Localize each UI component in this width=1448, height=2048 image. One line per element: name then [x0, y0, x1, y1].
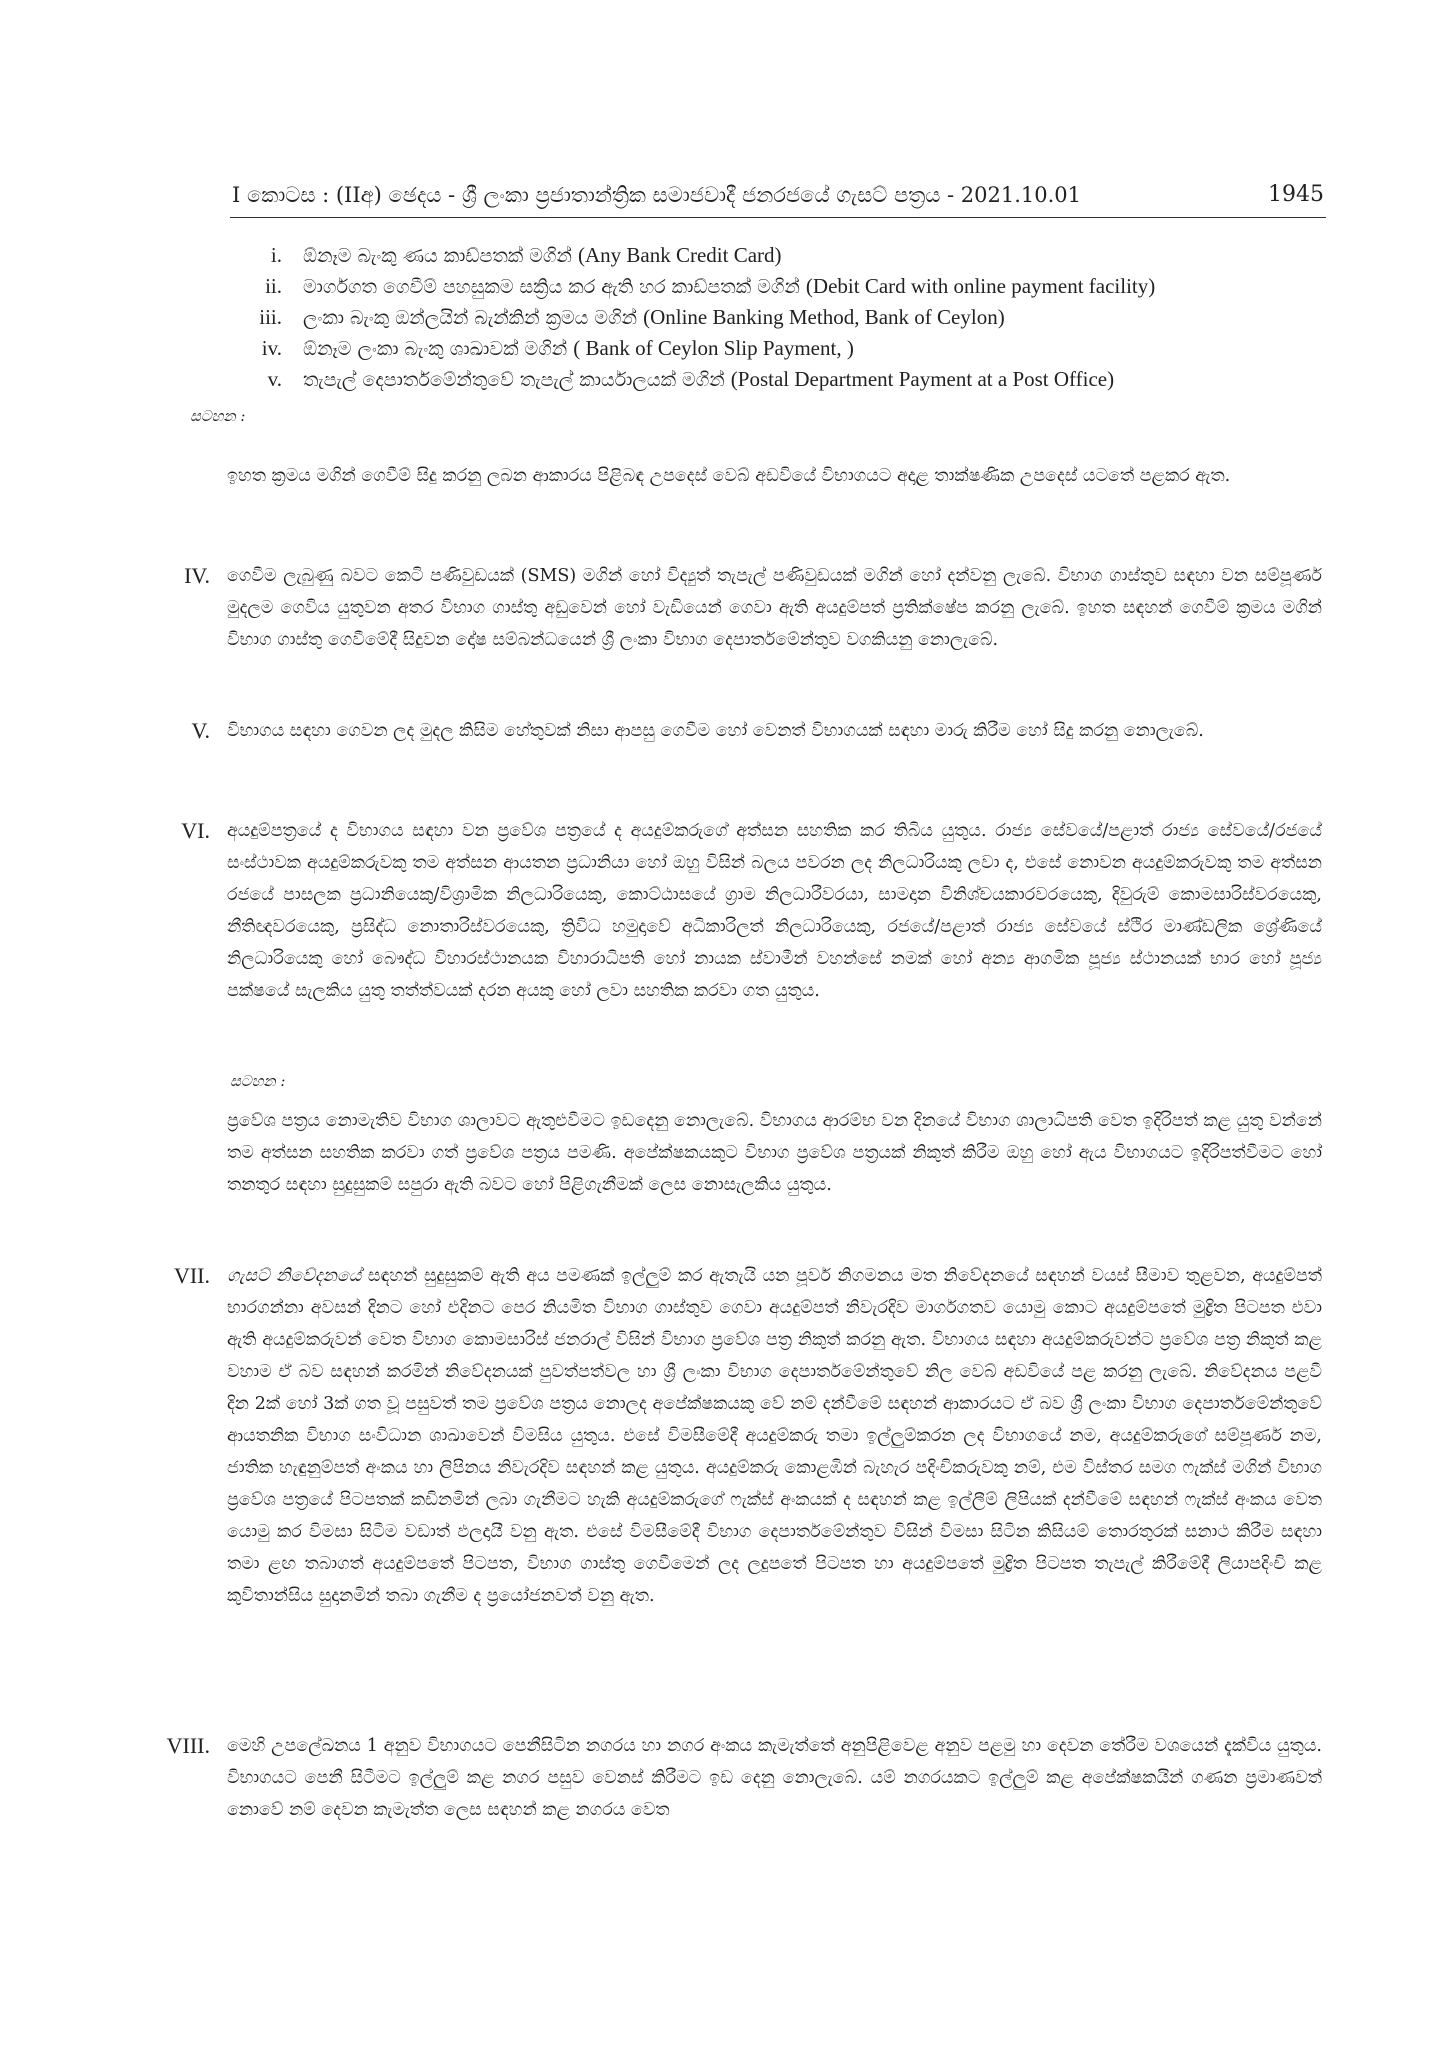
note-paragraph: ප්‍රවේශ පත්‍රය නොමැතිව විභාග ශාලාවට ඇතුළුවීමට ඉඩදෙනු නොලැබේ. විභාගය ආරම්භ වන දිනයේ විභාග ශාලාධිපති වෙත ඉදිරිපත් කළ යුතු වන්නේ තම අත්සන සහතික කරවා ගත් ප්‍රවේශ පත්‍රය පමණි. අපේක්ෂකයකුට විභාග ප්‍රවේශ පත්‍රයක් නිකුත් කිරීම ඔහු හෝ ඇය විභාගයට ඉදිරිපත්වීමට හෝ තනතුර සඳහා සුදුසුකම් සපුරා ඇති බවට හෝ පිළිගැනීමක් ලෙස නොසැලකිය යුතුය.	[227, 1111, 1322, 1195]
payment-method-list	[180, 240, 1320, 395]
list-number: i.	[270, 243, 282, 267]
section-number: VIII.	[166, 1733, 210, 1758]
header-title: I කොටස : (IIඅ) ඡෙදය - ශ්‍රී ලංකා ප්‍රජාතාන්ත්‍රික සමාජවාදී ජනරජයේ ගැසට් පත්‍රය - 2021.10.01	[232, 183, 1082, 207]
section-paragraph: විභාගය සඳහා ගෙවන ලද මුදල කිසිම හේතුවක් නිසා ආපසු ගෙවීම හෝ වෙනත් විභාගයක් සඳහා මාරු කිරීම හෝ සිදු කරනු නොලැබේ.	[227, 721, 1204, 741]
page-number: 1945	[1268, 182, 1324, 207]
gazette-notice-term: ගැසට් නිවේදනයේ	[227, 1266, 362, 1286]
page-header	[232, 180, 1324, 210]
payment-method-item	[180, 364, 1320, 395]
list-number: v.	[267, 367, 282, 391]
method-sinhala: ඕනෑම බැංකු ණය කාඩ්පතක් මගින්	[303, 245, 572, 267]
section-paragraph: අයදුම්පත්‍රයේ ද විභාගය සඳහා වන ප්‍රවේශ පත්‍රයේ ද අයදුම්කරුගේ අත්සන සහතික කර තිබිය යුතුය. රාජ්‍ය සේවයේ/පළාත් රාජ්‍ය සේවයේ/රජයේ සංස්ථාවක අයදුම්කරුවකු තම අත්සන ආයතන ප්‍රධානියා හෝ ඔහු විසින් බලය පවරන ලද නිලධාරියකු ලවා ද, එසේ නොවන අයදුම්කරුවකු තම අත්සන රජයේ පාසලක ප්‍රධානියෙකු/විශ්‍රාමික නිලධාරියෙකු, කොට්ඨාසයේ ග්‍රාම නිලධාරීවරයා, සාමදාන විනිශ්චයකාරවරයෙකු, දිවුරුම් කොමසාරිස්වරයෙකු, නීතිඥවරයෙකු, ප්‍රසිද්ධ නොතාරිස්වරයෙකු, ත්‍රිවිධ හමුදාවේ අධිකාරිලත් නිලධාරියෙකු, රජයේ/පළාත් රාජ්‍ය සේවයේ ස්ථිර මාණ්ඩලික ශ්‍රේණියේ නිලධාරියෙකු හෝ බෞද්ධ විහාරස්ථානයක විහාරාධිපති හෝ නායක ස්වාමීන් වහන්සේ නමක් හෝ අන්‍ය ආගමික පූජ්‍ය ස්ථානයක් භාර හෝ පූජ්‍ය පක්ෂයේ සැලකිය යුතු තත්ත්වයක් දරන අයකු හෝ ලවා සහතික කරවා ගත යුතුය.	[227, 821, 1322, 1001]
method-sinhala: තැපැල් දෙපාර්තමේන්තුවේ තැපැල් කාර්යාලයක් මගින්	[303, 369, 725, 391]
note-label: සටහන :	[190, 407, 246, 425]
note-paragraph: ඉහත ක්‍රමය මගින් ගෙවීම් සිදු කරනු ලබන ආකාරය පිළිබඳ උපදෙස් වෙබ් අඩවියේ විභාගයට අදාළ තාක්ෂණික උපදෙස් යටතේ පළකර ඇත.	[227, 466, 1231, 486]
section-paragraph: මෙහි උපලේඛනය 1 අනුව විභාගයට පෙනීසිටින නගරය හා නගර අංකය කැමැත්තේ අනුපිළිවෙළ අනුව පළමු හා දෙවන තේරීම වශයෙන් දැක්විය යුතුය. විභාගයට පෙනී සිටීමට ඉල්ලුම් කළ නගර පසුව වෙනස් කිරීමට ඉඩ දෙනු නොලැබේ. යම් නගරයකට ඉල්ලුම් කළ අපේක්ෂකයින් ගණන ප්‍රමාණවත් නොවේ නම් දෙවන කැමැත්ත ලෙස සඳහන් කළ නගරය වෙත	[227, 1736, 1322, 1820]
method-english: (Online Banking Method, Bank of Ceylon)	[643, 305, 1005, 329]
section-paragraph: ගෙවීම ලැබුණු බවට කෙටි පණිවුඩයක් (SMS) මගින් හෝ විද්‍යුත් තැපැල් පණිවුඩයක් මගින් හෝ දන්වනු ලැබේ. විභාග ගාස්තුව සඳහා වන සම්පූර්ණ මුදලම ගෙවිය යුතුවන අතර විභාග ගාස්තු අඩුවෙන් හෝ වැඩියෙන් ගෙවා ඇති අයදුම්පත් ප්‍රතික්ෂේප කරනු ලැබේ. ඉහත සඳහන් ගෙවීම් ක්‍රමය මගින් විභාග ගාස්තු ගෙවීමේදී සිදුවන දෝෂ සම්බන්ධයෙන් ශ්‍රී ලංකා විභාග දෙපාර්තමේන්තුව වගකියනු නොලැබේ.	[227, 566, 1322, 650]
list-number: iv.	[261, 336, 282, 360]
list-number: iii.	[259, 305, 282, 329]
payment-method-item	[180, 240, 1320, 271]
section-paragraph: ගැසට් නිවේදනයේ සඳහන් සුදුසුකම් ඇති අය පමණක් ඉල්ලුම් කර ඇතැයි යන පූර්ව නිගමනය මත නිවේදනයේ සඳහන් වයස් සීමාව තුළවන, අයදුම්පත් භාරගන්නා අවසන් දිනට හෝ එදිනට පෙර නියමිත විභාග ගාස්තුව ගෙවා අයදුම්පත් නිවැරදිව මාර්ගගතව යොමු කොට අයදුම්පතේ මුද්‍රිත පිටපත එවා ඇති අයදුම්කරුවන් වෙත විභාග කොමසාරිස් ජනරාල් විසින් විභාග ප්‍රවේශ පත්‍ර නිකුත් කරනු ඇත. විභාගය සඳහා අයදුම්කරුවන්ට ප්‍රවේශ පත්‍ර නිකුත් කළ වහාම ඒ බව සඳහන් කරමින් නිවේදනයක් පුවත්පත්වල හා ශ්‍රී ලංකා විභාග දෙපාර්තමේන්තුවේ නිල වෙබ් අඩවියේ පළ කරනු ලැබේ. නිවේදනය පළවී දින 2ක් හෝ 3ක් ගත වූ පසුවත් තම ප්‍රවේශ පත්‍රය නොලද අපේක්ෂකයකු වේ නම් දන්වීමේ සඳහන් ආකාරයට ඒ බව ශ්‍රී ලංකා විභාග දෙපාර්තමේන්තුවේ ආයතනික විභාග සංවිධාන ශාඛාවෙන් විමසිය යුතුය. එසේ විමසීමේදී අයදුම්කරු තමා ඉල්ලුම්කරන ලද විභාගයේ නම, අයදුම්කරුගේ සම්පූර්ණ නම, ජාතික හැඳුනුම්පත් අංකය හා ලිපිනය නිවැරදිව සඳහන් කළ යුතුය. අයදුම්කරු කොළඹින් බැහැර පදිංචිකරුවකු නම්, එම විස්තර සමග ෆැක්ස් මගින් විභාග ප්‍රවේශ පත්‍රයේ පිටපතක් කඩිනමින් ලබා ගැනීමට හැකි අයදුම්කරුගේ ෆැක්ස් අංකයක් ද සඳහන් කළ ඉල්ලීම් ලිපියක් දන්වීමේ සඳහන් ෆැක්ස් අංකය වෙත යොමු කර විමසා සිටීම වඩාත් ඵලදායී වනු ඇත. එසේ විමසීමේදී විභාග දෙපාර්තමේන්තුව විසින් විමසා සිටින කිසියම් තොරතුරක් සනාථ කිරීම සඳහා තමා ළඟ තබාගත් අයදුම්පතේ පිටපත, විභාග ගාස්තු ගෙවීමෙන් ලද ලදුපතේ පිටපත හා අයදුම්පතේ මුද්‍රිත පිටපත තැපැල් කිරීමේදී ලියාපදිංචි කළ කුවිතාන්සිය සුදානමින් තබා ගැනීම ද ප්‍රයෝජනවත් වනු ඇත.	[227, 1266, 1323, 1606]
method-english: ( Bank of Ceylon Slip Payment, )	[573, 336, 854, 360]
section-number: VI.	[181, 818, 210, 843]
payment-method-item	[180, 333, 1320, 364]
method-sinhala: ඕනෑම ලංකා බැංකු ශාඛාවක් මගින්	[303, 338, 568, 360]
list-number: ii.	[265, 274, 282, 298]
method-sinhala: ලංකා බැංකු ඔන්ලයින් බැන්කින් ක්‍රමය මගින්	[303, 307, 638, 329]
note-label: සටහන :	[230, 1072, 286, 1090]
section-number: IV.	[184, 563, 210, 588]
payment-method-item	[180, 271, 1320, 302]
section-number: VII.	[173, 1263, 210, 1288]
method-english: (Postal Department Payment at a Post Office)	[730, 367, 1115, 391]
header-rule	[230, 217, 1326, 218]
section-number: V.	[191, 718, 210, 743]
payment-method-item	[180, 302, 1320, 333]
method-english: (Debit Card with online payment facility)	[805, 274, 1156, 298]
method-english: (Any Bank Credit Card)	[577, 243, 782, 267]
method-sinhala: මාර්ගගත ගෙවීම් පහසුකම සක්‍රිය කර ඇති හර කාඩ්පතක් මගින්	[303, 276, 800, 298]
